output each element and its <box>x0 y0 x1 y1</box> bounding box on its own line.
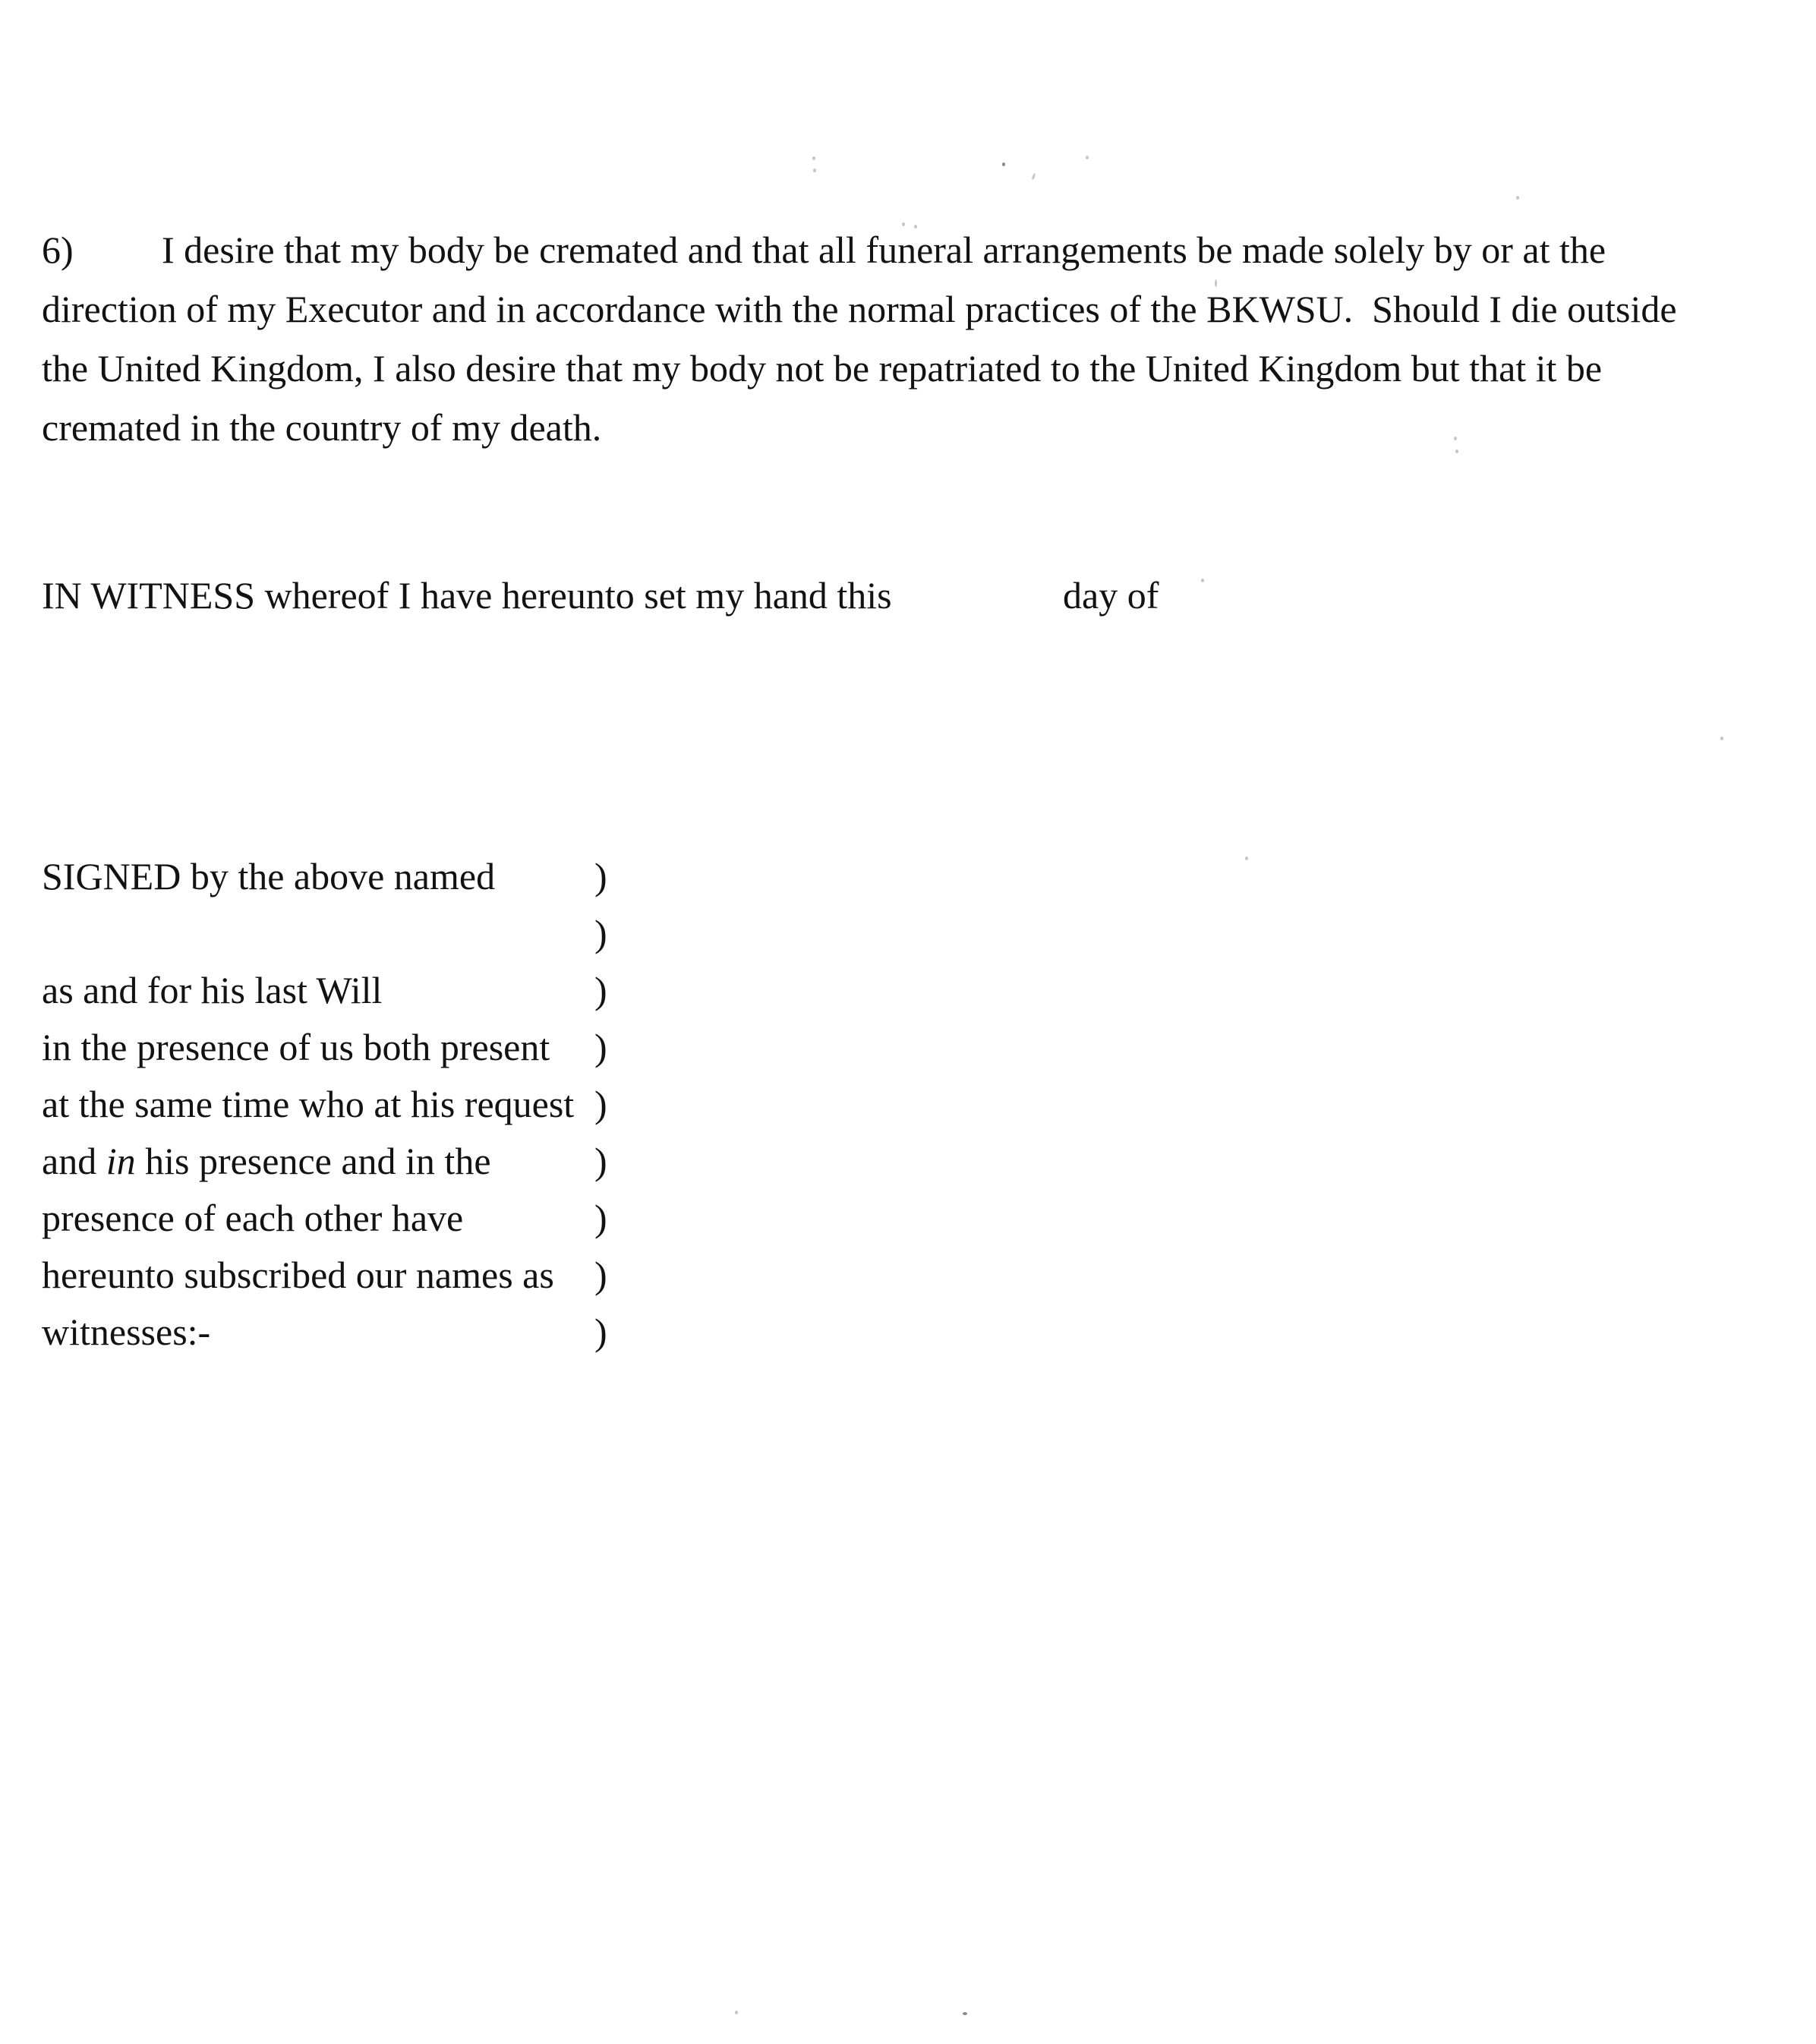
clause-line: the United Kingdom, I also desire that my body not be repatriated to the United Kingdom but that it be <box>42 347 1603 390</box>
attestation-paren: ) <box>594 1311 607 1353</box>
attestation-paren: ) <box>594 1254 607 1296</box>
attestation-label <box>42 1140 491 1182</box>
clause-line-text: I desire that my body be cremated and that all funeral arrangements be made solely by or at the <box>162 229 1606 271</box>
witness-clause <box>42 566 1773 625</box>
attestation-line <box>42 1190 801 1247</box>
clause-line: cremated in the country of my death. <box>42 406 602 449</box>
scan-speck <box>963 2012 967 2015</box>
day-of-label: day of <box>1063 574 1159 617</box>
scan-speck <box>813 169 816 172</box>
scan-speck <box>1002 162 1005 166</box>
attestation-label-part: his presence and in the <box>135 1140 491 1182</box>
attestation-paren: ) <box>594 1140 607 1182</box>
scan-speck <box>1720 737 1723 740</box>
scan-speck <box>1201 579 1204 582</box>
attestation-label: hereunto subscribed our names as <box>42 1254 554 1296</box>
attestation-paren: ) <box>594 1197 607 1239</box>
attestation-line <box>42 1019 801 1076</box>
attestation-line <box>42 1304 801 1361</box>
clause-line <box>42 220 1735 279</box>
attestation-label: in the presence of us both present <box>42 1026 550 1068</box>
attestation-paren: ) <box>594 1026 607 1068</box>
attestation-label-part: and <box>42 1140 106 1182</box>
attestation-paren: ) <box>594 855 607 897</box>
attestation-block <box>42 848 801 1361</box>
attestation-line <box>42 905 801 962</box>
scan-speck <box>902 222 905 226</box>
attestation-paren: ) <box>594 912 607 954</box>
scan-speck <box>735 2011 738 2014</box>
attestation-label: at the same time who at his request <box>42 1083 575 1125</box>
attestation-label: presence of each other have <box>42 1197 464 1239</box>
attestation-line <box>42 962 801 1019</box>
attestation-label-italic: in <box>106 1140 136 1182</box>
clause-number: 6) <box>42 229 74 271</box>
scan-speck <box>1086 156 1089 159</box>
scan-speck <box>812 156 815 160</box>
attestation-label: as and for his last Will <box>42 969 383 1011</box>
attestation-paren: ) <box>594 1083 607 1125</box>
attestation-paren: ) <box>594 969 607 1011</box>
scan-speck <box>914 225 917 229</box>
attestation-line <box>42 1133 801 1190</box>
scan-speck <box>1516 196 1519 200</box>
attestation-line <box>42 848 801 905</box>
clause-line: direction of my Executor and in accordance with the normal practices of the BKWSU. Should I die outside <box>42 288 1677 330</box>
attestation-label: SIGNED by the above named <box>42 855 496 897</box>
scan-speck <box>1215 279 1217 287</box>
scan-speck <box>1245 856 1248 860</box>
attestation-line <box>42 1247 801 1304</box>
attestation-line <box>42 1076 801 1133</box>
scan-speck <box>1455 449 1458 453</box>
witness-text: IN WITNESS whereof I have hereunto set my hand this <box>42 574 892 617</box>
scan-speck <box>1032 173 1036 180</box>
attestation-label: witnesses:- <box>42 1311 211 1353</box>
scan-speck <box>1454 437 1457 440</box>
clause-6-paragraph <box>42 220 1735 457</box>
